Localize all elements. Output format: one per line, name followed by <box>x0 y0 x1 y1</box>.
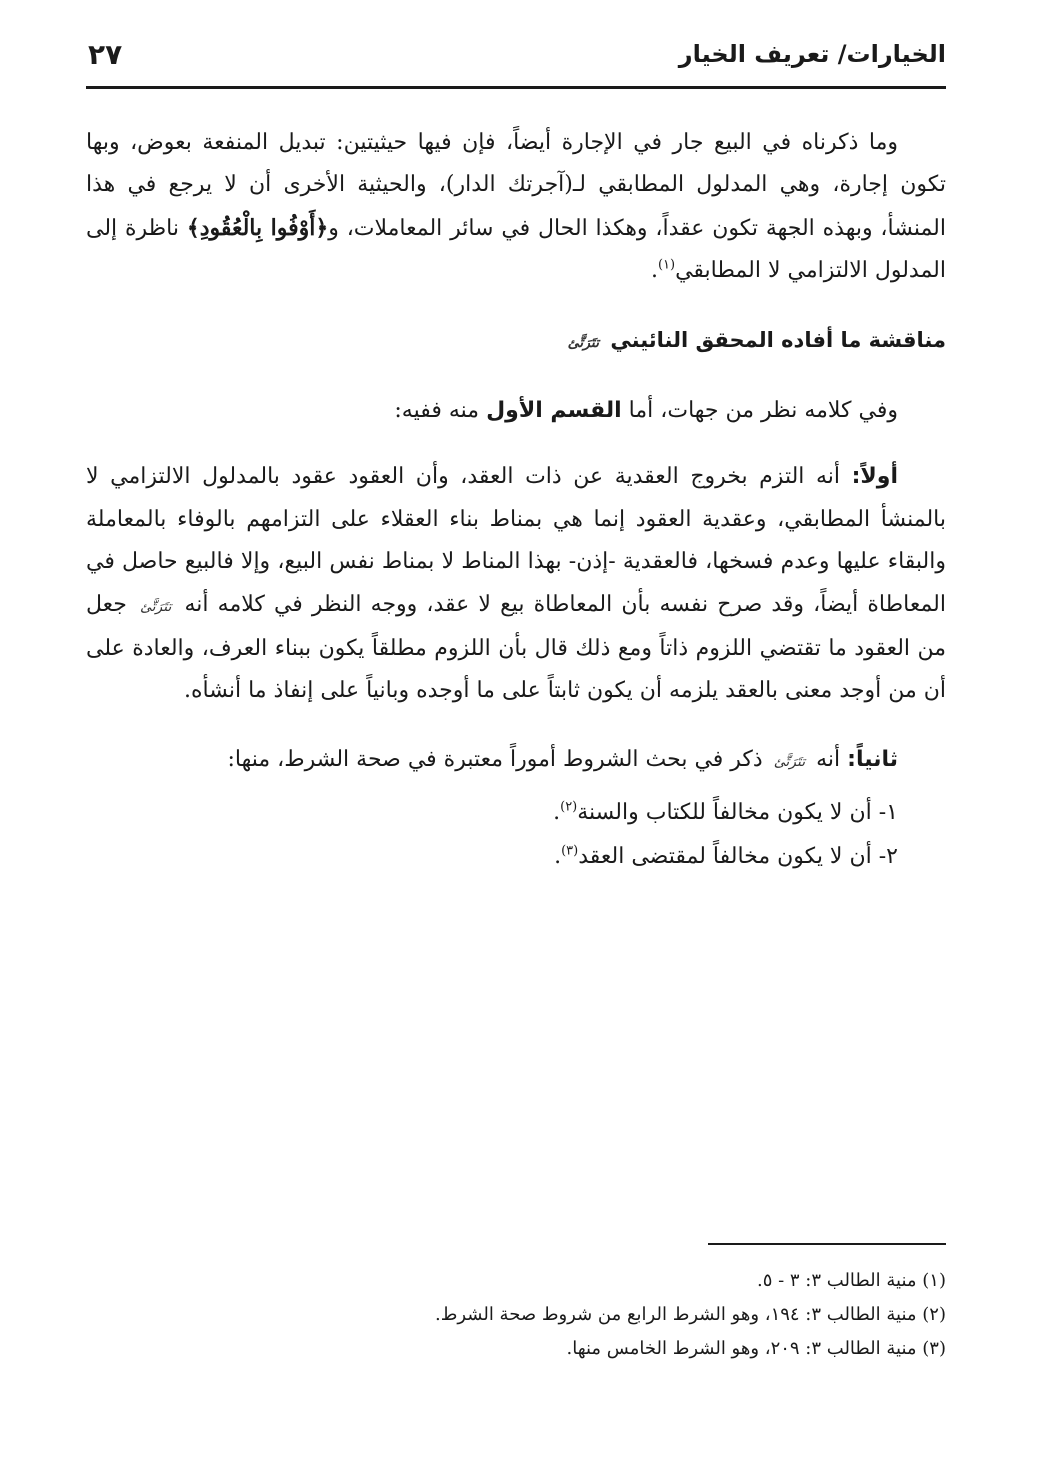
paragraph-2 <box>86 390 946 432</box>
main-text <box>86 122 946 879</box>
paragraph-1-end: . <box>650 258 658 284</box>
paragraph-1-continuation: ناظرة إلى المدلول الالتزامي لا المطابقي <box>86 215 946 284</box>
footnotes <box>86 1264 946 1366</box>
conditions-list <box>86 791 946 879</box>
second-point-text-2: ذكر في بحث الشروط أموراً معتبرة في صحة الشرط، منها: <box>227 746 763 772</box>
first-point-lead: أولاً: <box>851 464 898 490</box>
list-item-text: ١- أن لا يكون مخالفاً للكتاب والسنة <box>577 800 898 826</box>
footnote-ref-1: (١) <box>657 257 676 273</box>
paragraph-first-point <box>86 456 946 712</box>
paragraph-2-post: منه ففيه: <box>394 398 487 424</box>
footnote-ref-2: (٢) <box>560 799 578 815</box>
paragraph-second-point <box>86 739 946 783</box>
first-point-text-2: جعل من العقود ما تقتضي اللزوم ذاتاً ومع ذلك قال بأن اللزوم مطلقاً يكون ببناء العرف، والعادة على أن من أوجد معنى بالعقد يلزمه أن يكون ثابتاً على ما أوجده وبانياً على إنفاذ ما أنشأه. <box>86 591 946 704</box>
list-item-end: . <box>554 844 562 870</box>
paragraph-2-pre: وفي كلامه نظر من جهات، أما <box>621 398 898 424</box>
page-number: ٢٧ <box>88 38 123 71</box>
list-item-text: ٢- أن لا يكون مخالفاً لمقتضى العقد <box>578 844 898 870</box>
second-point-lead: ثانياً: <box>847 746 898 772</box>
first-point-text-1: أنه التزم بخروج العقدية عن ذات العقد، وأن العقود عقود بالمدلول الالتزامي لا بالمنشأ المطابقي، وعقدية العقود إنما هي بمناط بناء العقلاء على التزامهم بالوفاء بالمعاملة والبقاء عليها وعدم فسخها، فالعقدية -إذن- بهذا المناط لا بمناط نفس البيع، وإلا فالبيع حاصل في المعاطاة أيضاً، وقد صرح نفسه بأن المعاطاة بيع لا عقد، ووجه النظر في كلامه أنه <box>86 464 946 617</box>
paragraph-2-bold: القسم الأول <box>486 398 622 424</box>
footnote-1: (١) منية الطالب ٣: ٣ - ٥. <box>756 1270 946 1291</box>
list-item <box>86 791 898 835</box>
second-point-text-1: أنه <box>816 746 848 772</box>
footnote-3: (٣) منية الطالب ٣: ٢٠٩، وهو الشرط الخامس منها. <box>566 1338 946 1359</box>
page-header <box>86 34 946 89</box>
section-heading-text: مناقشة ما أفاده المحقق النائيني <box>610 327 946 352</box>
footnote-separator <box>708 1243 946 1245</box>
running-title: الخيارات/ تعريف الخيار <box>678 40 946 68</box>
honorific-symbol-icon: تتَرَتَّئ <box>139 598 172 615</box>
section-heading <box>86 319 946 364</box>
list-item <box>86 835 898 879</box>
paragraph-1-text: وما ذكرناه في البيع جار في الإجارة أيضاً، فإن فيها حيثيتين: تبديل المنفعة بعوض، وبها تكون إجارة، وهي المدلول المطابقي لـ(آجرتك الدار)، والحيثية الأخرى أن لا يرجع في هذا المنشأ، وبهذه الجهة تكون عقداً، وهكذا الحال في سائر المعاملات، و <box>86 130 947 241</box>
footnote-ref-3: (٣) <box>561 843 579 859</box>
paragraph-1 <box>86 122 946 293</box>
list-item-end: . <box>553 800 561 826</box>
footnote-2: (٢) منية الطالب ٣: ١٩٤، وهو الشرط الرابع من شروط صحة الشرط. <box>434 1304 946 1325</box>
quran-verse: ﴿أَوْفُوا بِالْعُقُودِ﴾ <box>186 214 329 241</box>
honorific-symbol-icon: تتَرَتَّئ <box>567 334 600 351</box>
honorific-symbol-icon: تتَرَتَّئ <box>773 753 806 770</box>
